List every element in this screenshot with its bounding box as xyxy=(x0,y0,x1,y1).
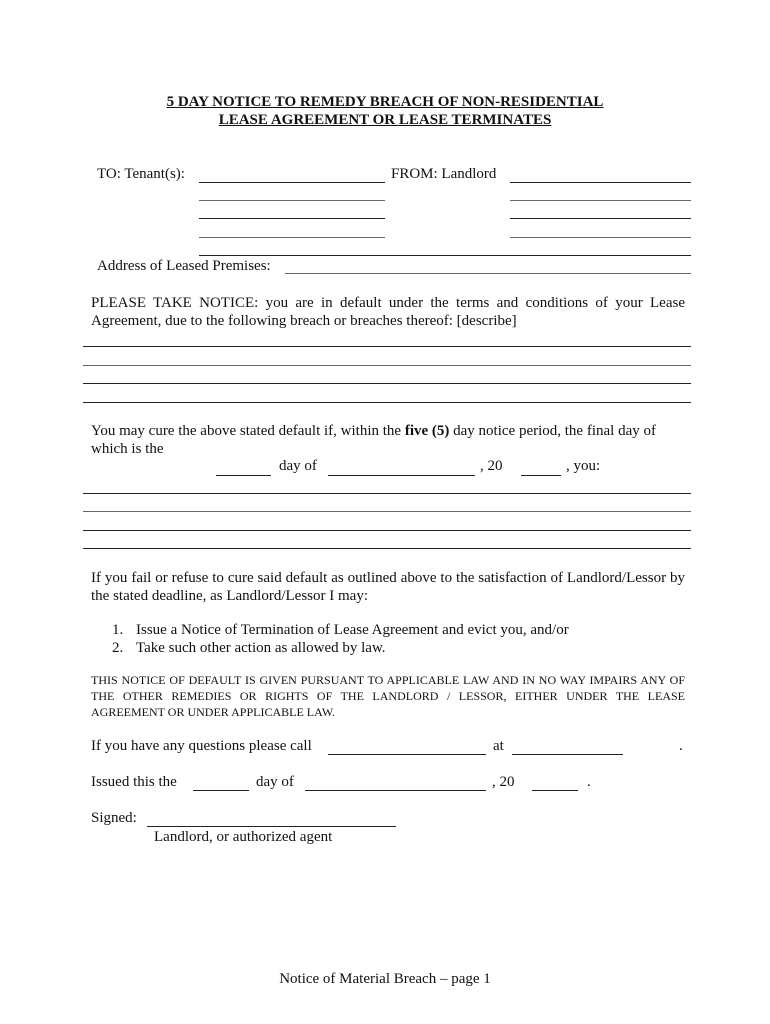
landlord-line-4[interactable] xyxy=(510,237,691,238)
title-line-1: 5 DAY NOTICE TO REMEDY BREACH OF NON-RESIDENTIAL xyxy=(166,94,604,110)
issued-end: . xyxy=(587,774,591,790)
notice-paragraph: PLEASE TAKE NOTICE: you are in default under the terms and conditions of your Lease Agreement, due to the following breach or breaches thereof: [describe] xyxy=(91,295,685,329)
issued-year-prefix: , 20 xyxy=(492,774,515,790)
signed-label: Signed: xyxy=(91,810,137,826)
cure-you: , you: xyxy=(566,458,601,474)
disclaimer: THIS NOTICE OF DEFAULT IS GIVEN PURSUANT TO APPLICABLE LAW AND IN NO WAY IMPAIRS ANY OF THE OTHER REMEDIES OR RIGHTS OF THE LANDLORD / LESSOR, EITHER UNDER THE LEASE AGREEMENT OR UNDER APPLICABLE LAW. xyxy=(91,673,685,719)
fail-paragraph: If you fail or refuse to cure said default as outlined above to the satisfaction of Landlord/Lessor by the stated deadline, as Landlord/Lessor I may: xyxy=(91,570,685,604)
parties-separator-line xyxy=(199,255,691,256)
tenant-line-4[interactable] xyxy=(199,237,385,238)
landlord-line-2[interactable] xyxy=(510,200,691,201)
breach-line-3[interactable] xyxy=(83,383,691,384)
tenant-line-1[interactable] xyxy=(199,182,385,183)
tenant-line-2[interactable] xyxy=(199,200,385,201)
questions-at-blank[interactable] xyxy=(512,754,623,755)
cure-text-before: You may cure the above stated default if, within the xyxy=(91,423,405,439)
action-item-2-text: Take such other action as allowed by law. xyxy=(136,640,386,656)
cure-day-blank[interactable] xyxy=(216,475,271,476)
breach-line-1[interactable] xyxy=(83,346,691,347)
cure-line-1[interactable] xyxy=(83,493,691,494)
page-footer: Notice of Material Breach – page 1 xyxy=(279,971,491,987)
signature-line[interactable] xyxy=(147,826,396,827)
cure-line-2[interactable] xyxy=(83,511,691,512)
landlord-line-3[interactable] xyxy=(510,218,691,219)
tenant-label: TO: Tenant(s): xyxy=(97,166,185,182)
cure-day-of: day of xyxy=(279,458,317,474)
issued-label: Issued this the xyxy=(91,774,177,790)
title-line-2: LEASE AGREEMENT OR LEASE TERMINATES xyxy=(218,112,552,128)
issued-month-blank[interactable] xyxy=(305,790,486,791)
breach-line-4[interactable] xyxy=(83,402,691,403)
address-line[interactable] xyxy=(285,273,691,274)
issued-day-of: day of xyxy=(256,774,294,790)
questions-at: at xyxy=(493,738,504,754)
cure-line-4[interactable] xyxy=(83,548,691,549)
questions-phone-blank[interactable] xyxy=(328,754,486,755)
cure-paragraph xyxy=(91,422,685,458)
action-item-1-number: 1. xyxy=(112,622,124,638)
landlord-line-1[interactable] xyxy=(510,182,691,183)
address-label: Address of Leased Premises: xyxy=(97,258,271,274)
cure-year-prefix: , 20 xyxy=(480,458,503,474)
issued-year-blank[interactable] xyxy=(532,790,578,791)
tenant-line-3[interactable] xyxy=(199,218,385,219)
questions-end: . xyxy=(679,738,683,754)
cure-line-3[interactable] xyxy=(83,530,691,531)
signature-caption: Landlord, or authorized agent xyxy=(154,829,333,845)
action-item-2-number: 2. xyxy=(112,640,124,656)
issued-day-blank[interactable] xyxy=(193,790,249,791)
action-item-1-text: Issue a Notice of Termination of Lease Agreement and evict you, and/or xyxy=(136,622,569,638)
breach-line-2[interactable] xyxy=(83,365,691,366)
landlord-label: FROM: Landlord xyxy=(391,166,497,182)
cure-text-after: day notice period, the final day of which is the xyxy=(91,423,656,457)
cure-five-days: five (5) xyxy=(404,423,450,439)
cure-month-blank[interactable] xyxy=(328,475,475,476)
questions-label: If you have any questions please call xyxy=(91,738,312,754)
cure-year-blank[interactable] xyxy=(521,475,561,476)
